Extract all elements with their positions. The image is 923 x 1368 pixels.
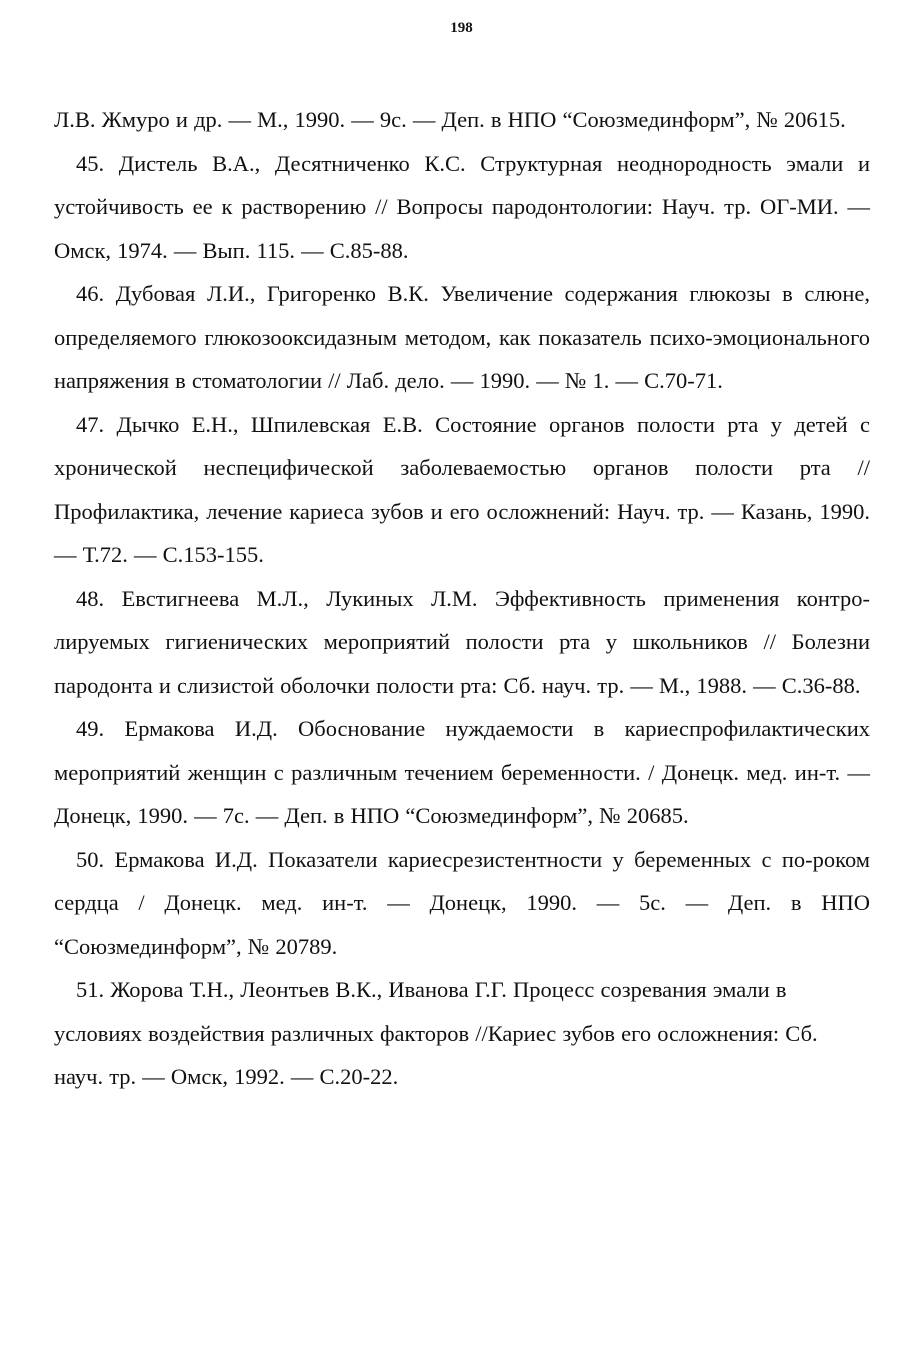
- bibliography-list: [54, 98, 870, 1099]
- bibliography-entry-continued: Л.В. Жмуро и др. — М., 1990. — 9с. — Деп. в НПО “Союзмединформ”, № 20615.: [54, 107, 846, 132]
- bibliography-entry-51: 51. Жорова Т.Н., Леонтьев В.К., Иванова Г.Г. Процесс созревания эмали в условиях воздействия различных факторов //Кариес зубов его осложнения: Сб. науч. тр. — Омск, 1992. — С.20-22.: [54, 977, 818, 1089]
- bibliography-entry-47: 47. Дычко Е.Н., Шпилевская Е.В. Состояние органов полости рта у детей с хронической неспецифической заболеваемостью органов полости рта // Профилактика, лечение кариеса зубов и его осложнений: Науч. тр. — Казань, 1990. — Т.72. — С.153-155.: [54, 411, 870, 567]
- page-number: 198: [450, 20, 473, 36]
- bibliography-entry-45: 45. Дистель В.А., Десятниченко К.С. Структурная неоднородность эмали и устойчивость ее к растворению // Вопросы пародонтологии: Науч. тр. ОГ-МИ. — Омск, 1974. — Вып. 115. — С.85-88.: [54, 150, 870, 263]
- bibliography-entry-48: 48. Евстигнеева М.Л., Лукиных Л.М. Эффективность применения контро-лируемых гигиенических мероприятий полости рта у школьников // Болезни пародонта и слизистой оболочки полости рта: Сб. науч. тр. — М., 1988. — С.36-88.: [54, 585, 870, 698]
- bibliography-entry-46: 46. Дубовая Л.И., Григоренко В.К. Увеличение содержания глюкозы в слюне, определяемого глюкозооксидазным методом, как показатель психо-эмоционального напряжения в стоматологии // Лаб. дело. — 1990. — № 1. — С.70-71.: [54, 281, 870, 393]
- bibliography-entry-49: 49. Ермакова И.Д. Обоснование нуждаемости в кариеспрофилактических мероприятий женщин с различным течением беременности. / Донецк. мед. ин-т. — Донецк, 1990. — 7с. — Деп. в НПО “Союзмединформ”, № 20685.: [54, 716, 870, 828]
- bibliography-entry-50: 50. Ермакова И.Д. Показатели кариесрезистентности у беременных с по-роком сердца / Донецк. мед. ин-т. — Донецк, 1990. — 5с. — Деп. в НПО “Союзмединформ”, № 20789.: [54, 846, 870, 959]
